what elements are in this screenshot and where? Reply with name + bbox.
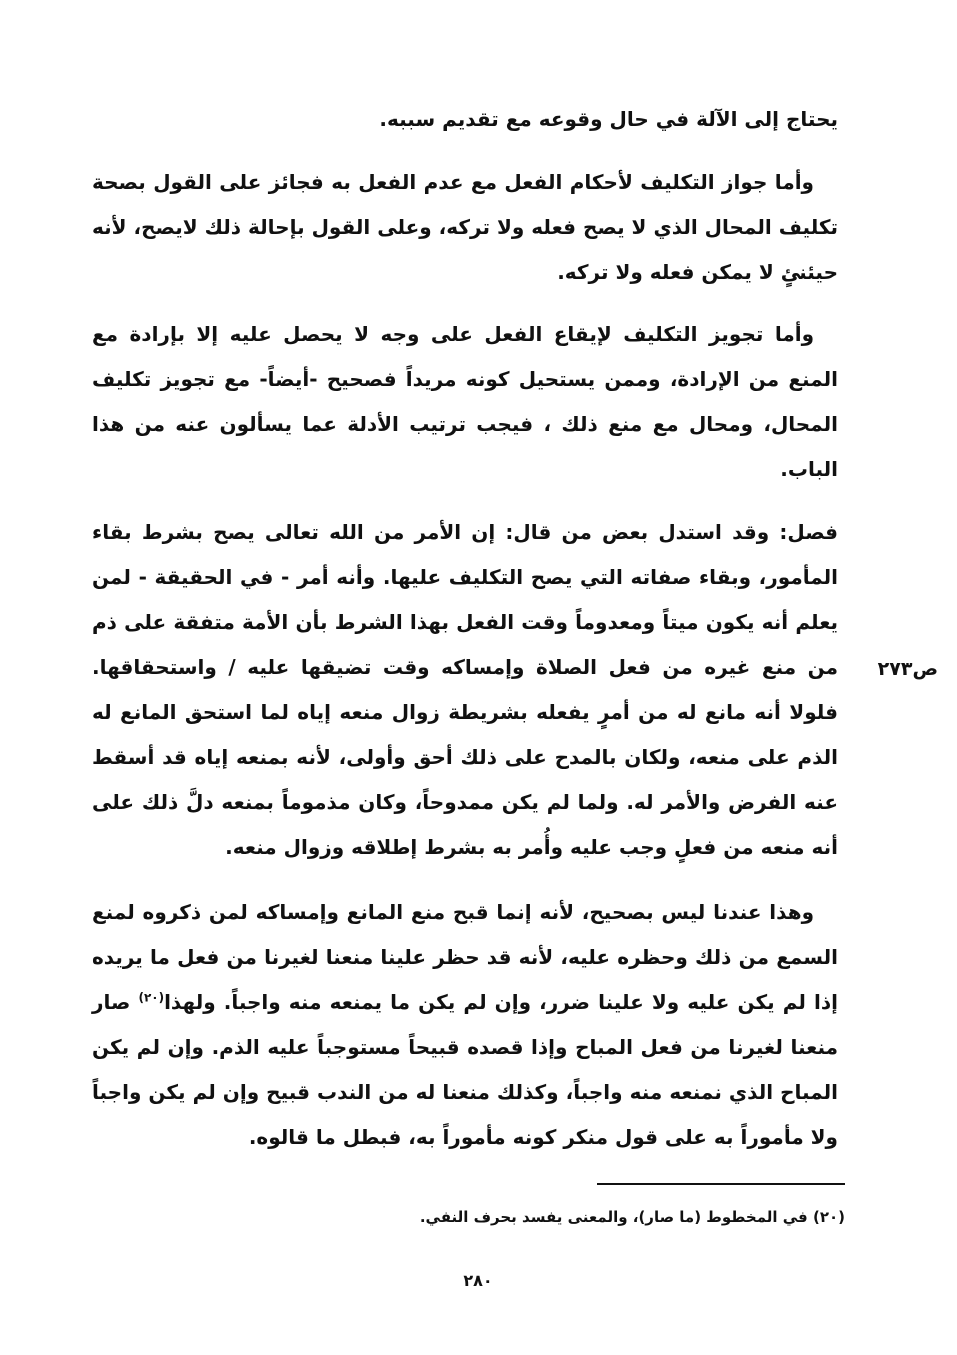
section-label: فصل:: [779, 520, 838, 544]
paragraph-text: وأما جواز التكليف لأحكام الفعل مع عدم الفعل به فجائز على القول بصحة تكليف المحال الذي لا يصح فعله ولا تركه، وعلى القول بإحالة ذلك لايصح، لأنه حيئنئٍ لا يمكن فعله ولا تركه.: [92, 170, 838, 284]
response-text-b: صار منعنا لغيرنا من فعل المباح وإذا قصده قبيحاً مستوجباً عليه الذم. وإن لم يكن المباح الذي نمنعه منه واجباً، وكذلك منعنا له من الندب قبيح وإن لم يكن واجباً ولا مأموراً به على قول منكر كونه مأموراً به، فبطل ما قالوه.: [92, 990, 838, 1149]
paragraph-section: [92, 510, 838, 870]
paragraph-text: وأما تجويز التكليف لإيقاع الفعل على وجه لا يحصل عليه إلا بإرادة مع المنع من الإرادة، وممن يستحيل كونه مريداً فصحيح -أيضاً- مع تجويز تكليف المحال، ومحال مع منع ذلك ، فيجب ترتيب الأدلة عما يسألون عنه من هذا الباب.: [92, 322, 838, 481]
paragraph-text: [92, 890, 838, 1160]
margin-page-reference: ص٢٧٣: [877, 658, 938, 680]
response-text-a: وهذا عندنا ليس بصحيح، لأنه إنما قبح منع المانع وإمساكه لمن ذكروه لمنع السمع من ذلك وحظره عليه، لأنه قد حظر علينا منعنا لغيرنا من فعل ما يريده إذا لم يكن عليه ولا علينا ضرر، وإن لم يكن ما يمنعه منه واجباً. ولهذا: [92, 900, 839, 1014]
paragraph-permissibility: [92, 160, 838, 295]
page-number: ٢٨٠: [463, 1271, 493, 1290]
paragraph-continuation: [92, 97, 838, 142]
paragraph-response: [92, 890, 838, 1160]
footnote-marker: (٢٠): [138, 990, 165, 1005]
paragraph-text: يحتاج إلى الآلة في حال وقوعه مع تقديم سببه.: [379, 107, 838, 131]
section-body: وقد استدل بعض من قال: إن الأمر من الله تعالى يصح بشرط بقاء المأمور، وبقاء صفاته التي يصح التكليف عليها. وأنه أمر - في الحقيقة - لمن يعلم أنه يكون ميتاً ومعدوماً وقت الفعل بهذا الشرط بأن الأمة متفقة على ذم من منع غيره من فعل الصلاة وإمساكه وقت تضيقها عليه / واستحقاقها. فلولا أنه مانع له من أمرٍ يفعله بشريطة زوال منعه إياه لما استحق المانع له الذم على منعه، ولكان بالمدح على ذلك أحق وأولى، لأنه بمنعه إياه قد أسقط عنه الفرض والأمر له. ولما لم يكن ممدوحاً، وكان مذموماً بمنعه دلَّ ذلك على أنه منعه من فعلٍ وجب عليه وأُمر به بشرط إطلاقه وزوال منعه.: [92, 520, 838, 859]
paragraph-will: [92, 312, 838, 492]
footnote-divider: [597, 1183, 845, 1185]
footnote: (٢٠) في المخطوط (ما صار)، والمعنى يفسد بحرف النفي.: [419, 1208, 845, 1226]
paragraph-text: [92, 510, 838, 870]
